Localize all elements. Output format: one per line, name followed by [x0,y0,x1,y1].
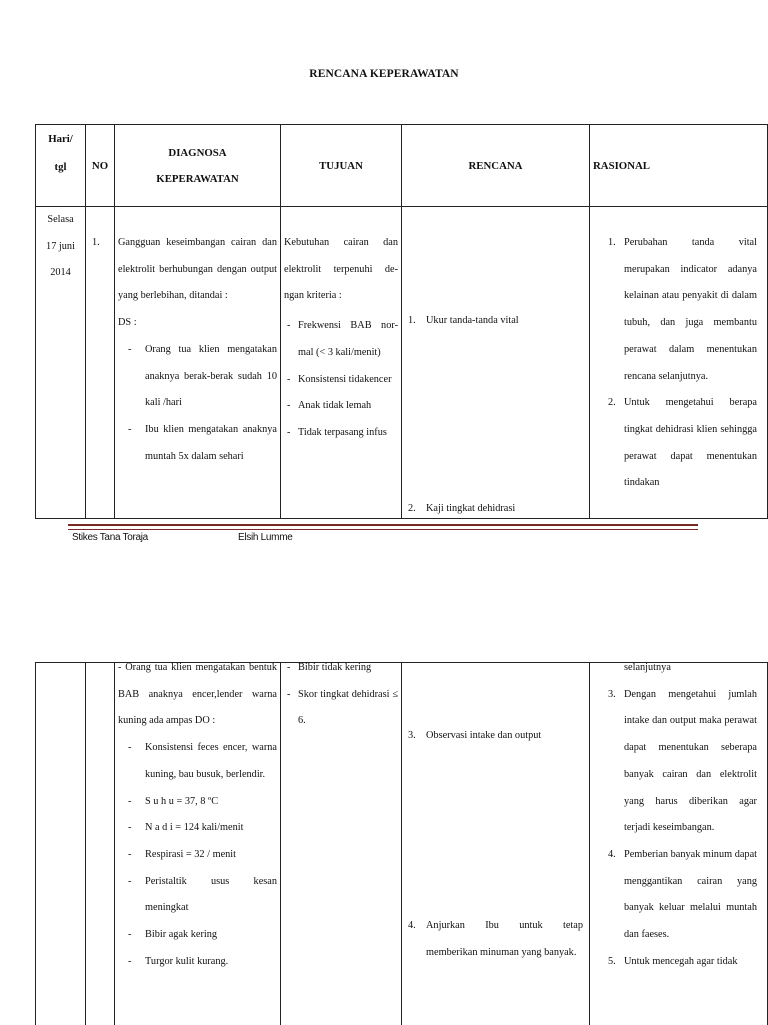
rencana-cell [402,663,590,1025]
tujuan-intro: Kebutuhan cairan dan elektrolit terpenuhi de-ngan kriteria : [284,237,398,302]
rencana-cell [402,207,590,519]
do-item: - Turgor kulit kurang. [128,949,277,976]
rasional-text: Untuk mencegah agar tidak [624,955,738,967]
header-diagnosa-line2: KEPERAWATAN [156,172,239,185]
do-item: - Respirasi = 32 / menit [128,842,277,869]
rencana-number: 3. [408,730,416,741]
rencana-text: Ukur tanda-tanda vital [426,315,519,326]
rasional-number: 4. [608,848,616,860]
rasional-item [590,842,767,949]
diagnosis-cont [118,655,277,975]
header-rencana: RENCANA [402,125,590,207]
tujuan-item: - Skor tingkat dehidrasi ≤ 6. [284,682,398,735]
rencana-number: 2. [408,503,416,514]
rasional-number: 1. [608,237,616,248]
tujuan-item: - Frekwensi BAB nor-mal (< 3 kali/menit) [284,313,398,366]
do-item: - N a d i = 124 kali/menit [128,815,277,842]
diagnosis-intro: Gangguan keseimbangan cairan dan elektrolit berhubungan dengan output yang berlebihan, ditandai : [118,237,277,302]
tujuan-item: - Bibir tidak kering [284,655,398,682]
tujuan-item: - Anak tidak lemah [284,393,398,420]
ds-item: - Orang tua klien mengatakan anaknya berak-berak sudah 10 kali /hari [128,337,277,417]
diagnosis-cell [115,207,281,519]
do-item: - S u h u = 37, 8 ºC [128,789,277,816]
diagnosis-first-text: Orang tua klien mengatakan bentuk BAB anaknya encer,lender warna kuning ada ampas DO : [118,662,277,727]
do-item: - Bibir agak kering [128,922,277,949]
tujuan-item: - Konsistensi tidakencer [284,367,398,394]
diagnosis-first-item: - Orang tua klien mengatakan bentuk BAB anaknya encer,lender warna kuning ada ampas DO : [118,662,277,727]
table-row [36,207,768,519]
rencana-item [408,913,583,966]
rencana-text: Kaji tingkat dehidrasi [426,503,516,514]
day-line: 2014 [50,267,71,279]
rasional-number: 3. [608,688,616,700]
footer-institution: Stikes Tana Toraja [72,532,148,543]
tujuan-item: - Tidak terpasang infus [284,420,398,447]
rasional-item [590,230,767,390]
header-rasional: RASIONAL [590,125,768,207]
rasional-text: Dengan mengetahui jumlah intake dan output maka perawat dapat menentukan seberapa banyak cairan dan elektrolit yang harus diberikan agar terjadi keseimbangan. [624,688,757,834]
header-tgl-line: tgl [54,161,67,173]
footer-author: Elsih Lumme [238,532,293,543]
ds-item: - Ibu klien mengatakan anaknya muntah 5x dalam sehari [128,417,277,470]
document-title: RENCANA KEPERAWATAN [309,68,459,80]
rasional-text: Untuk mengetahui berapa tingkat dehidrasi klien sehingga perawat dapat menentukan tindakan [624,397,757,489]
rencana-number: 4. [408,920,416,931]
header-no: NO [86,125,115,207]
do-item: - Peristaltik usus kesan meningkat [128,869,277,922]
rencana-item [408,308,583,335]
rasional-continued: selanjutnya [624,662,671,673]
rencana-text: Observasi intake dan output [426,730,542,741]
footer-rule-thin [68,529,698,530]
rasional-cell [590,207,768,519]
day-line: 17 juni [46,240,75,252]
rasional-item [590,682,767,842]
care-plan-table-page2 [35,662,768,1025]
do-item: - Konsistensi feces encer, warna kuning, bau busuk, berlendir. [128,735,277,788]
rasional-text: Pemberian banyak minum dapat menggantikan cairan yang banyak keluar melalui muntah dan faeses. [624,848,757,941]
rasional-item [590,390,767,497]
rasional-cell [590,663,768,1025]
table-row [36,663,768,1025]
header-diagnosa-line1: DIAGNOSA [168,146,227,159]
number-cell: 1. [86,207,115,519]
rencana-number: 1. [408,315,416,326]
rasional-number: 5. [608,955,616,967]
rencana-text: Anjurkan Ibu untuk tetap memberikan minuman yang banyak. [426,920,583,958]
care-plan-table-page1 [35,124,768,519]
number-cell [86,663,115,1025]
rencana-item [408,723,583,750]
tujuan-cell [281,207,402,519]
table-header-row [36,125,768,207]
header-diagnosa [115,125,281,207]
header-hari-line: Hari/ [48,133,73,145]
tujuan-cell [281,663,402,1025]
day-cell [36,663,86,1025]
header-tujuan: TUJUAN [281,125,402,207]
rasional-item [590,949,767,976]
rasional-number: 2. [608,397,616,409]
day-cell [36,207,86,519]
rencana-item [408,496,583,523]
rasional-text: Perubahan tanda vital merupakan indicator adanya kelainan atau penyakit di dalam tubuh, dan juga membantu perawat dalam menentukan rencana selanjutnya. [624,237,757,382]
ds-label: DS : [118,317,137,329]
header-hari-tgl [36,125,86,207]
footer-rule [68,524,698,526]
page-footer [72,532,293,543]
diagnosis-cell [115,663,281,1025]
day-line: Selasa [47,214,74,225]
